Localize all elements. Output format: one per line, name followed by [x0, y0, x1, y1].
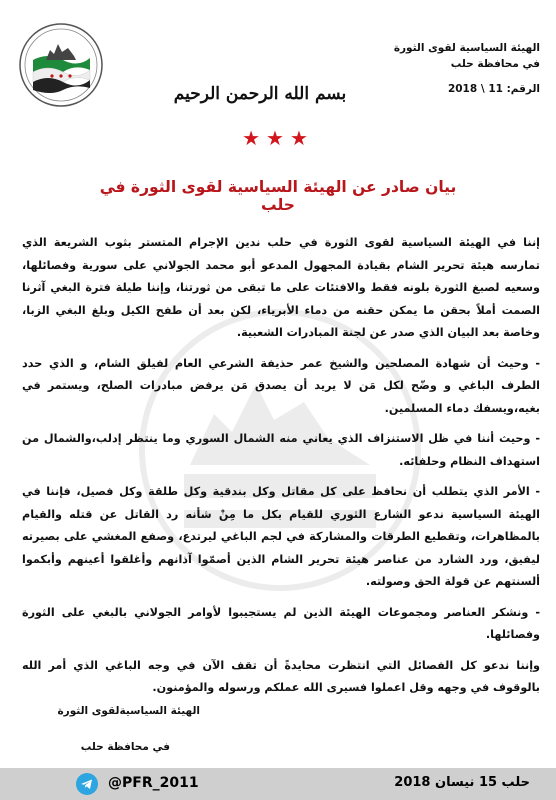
- signature-block: [20, 704, 200, 756]
- body-paragraph: - وحيث أننا في ظل الاستنزاف الذي يعاني منه الشمال السوري وما ينتظر إدلب،والشمال من استهداف النظام وحلفائه.: [22, 432, 540, 468]
- statement-date: حلب 15 نيسان 2018: [394, 775, 530, 790]
- statement-body: [22, 232, 540, 708]
- signature-org: الهيئة السياسيةلقوى الثورة: [57, 705, 200, 717]
- telegram-handle[interactable]: @PFR_2011: [108, 775, 199, 791]
- issuer-province: في محافظة حلب: [450, 58, 540, 71]
- body-paragraph: - الأمر الذي يتطلب أن نحافظ على كل مقاتل وكل بندقية وكل طلقة وكل فصيل، فإننا في الهيئة السياسية ندعو الشارع الثوري للقيام بكل ما مِنْ شأنه رد القاتل عن قتله والقيام بالمظاهرات، وتقطيع الطرقات والمشاركة في لجم الباغي ليرتدع، وصفع المغشي على بصيرته ليفيق، ورد الشارد من عناصر هيئة تحرير الشام الذين أصمّوا آذانهم وأغلقوا أعينهم وأبكموا ألسنتهم عن قولة الحق وصولته.: [22, 485, 540, 588]
- issuer-header: [370, 40, 540, 97]
- body-paragraph: وإننا ندعو كل الفصائل التي انتظرت محايدةً أن تقف الآن في وجه الباغي الذي أمر الله بالوقوف في وجهه وقل اعملوا فسيرى الله عملكم ورسوله والمؤمنون.: [22, 658, 540, 694]
- basmala: بسم الله الرحمن الرحيم: [173, 84, 347, 104]
- footer-bar: [0, 768, 556, 800]
- statement-title: بيان صادر عن الهيئة السياسية لقوى الثورة في حلب: [99, 178, 457, 214]
- reference-number: الرقم: 11 \ 2018: [447, 82, 540, 95]
- signature-province: في محافظة حلب: [80, 740, 170, 753]
- body-paragraph: - وحيث أن شهادة المصلحين والشيخ عمر حذيفة الشرعي العام لفيلق الشام، و الذي حدد الطرف الباغي و وضّح لكل مَن لا يريد أن يصدق مَن يرفض مبادرات الصلح، ويستمر في بغيه،ويسفك دماء المسلمين.: [22, 356, 540, 415]
- three-red-stars-icon: ★★★: [242, 126, 314, 150]
- body-paragraph: - ونشكر العناصر ومجموعات الهيئة الذين لم يستجيبوا لأوامر الجولاني بالبغي على الثورة وفصائلها.: [22, 605, 540, 641]
- telegram-icon[interactable]: [76, 773, 98, 795]
- issuer-name: الهيئة السياسية لقوى الثورة: [393, 42, 540, 54]
- body-paragraph: إننا في الهيئة السياسية لقوى الثورة في حلب ندين الإجرام المتستر بثوب الشريعة الذي تمارسه هيئة تحرير الشام بقيادة المجهول المدعو أبو محمد الجولاني على سورية وفصائلها، وسعيه لصبغ الثورة بلونه فقط والافتئات على ما تبقى من ثورتنا، وإننا طيلة فترة البغي آثرنا الصمت أملاً بحقن ما يمكن حقنه من دماء الأبرياء، لكن بعد أن طفح الكيل وبلغ البغي الزبا، وخاصة بعد البيان الذي صدر عن لجنة المبادرات الشعبية.: [22, 236, 540, 339]
- organization-logo: [18, 22, 104, 108]
